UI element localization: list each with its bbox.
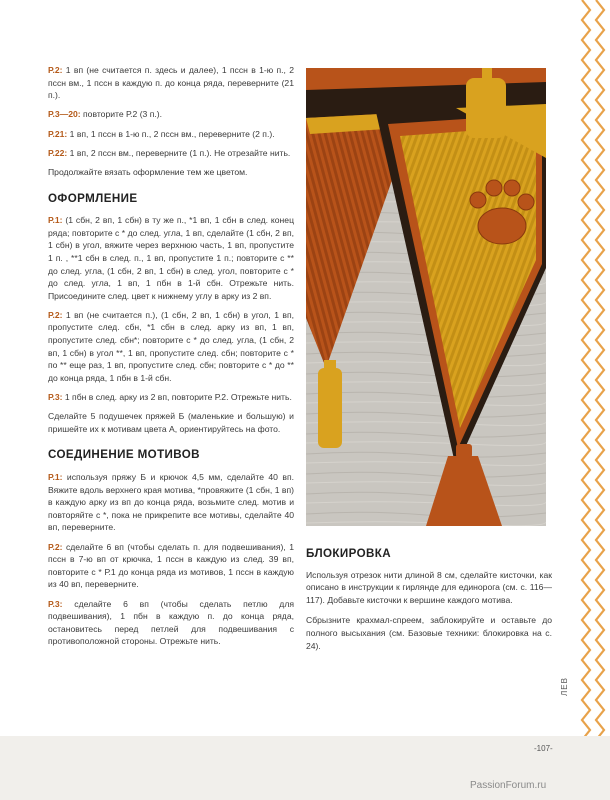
row-text: 1 вп (не считается п.), (1 сбн, 2 вп, 1 сбн) в угол, 1 вп, пропустите след. сбн, *1 сбн в след. арку из вп, 1 вп, пропустите след. сбн*; повторите с * до след. угла, (1 сбн, 2 вп, 1 сбн) в угол **, 1 вп, пропустите след. сбн; повторите с * по ** еще раз, 1 вп, пропустите след. сбн; повторите с * до ** до конца ряда, 1 пбн в 1-й сбн. <box>48 309 294 383</box>
join-row-1 <box>48 471 294 534</box>
continue-paragraph: Продолжайте вязать оформление тем же цветом. <box>48 166 248 177</box>
side-section-label: ЛЕВ <box>560 677 569 696</box>
blocking-paragraph-1: Используя отрезок нити длиной 8 см, сделайте кисточки, как описано в инструкции к гирлянде для единорога (см. с. 116—117). Добавьте кисточки к вершине каждого мотива. <box>306 569 552 605</box>
row-text: 1 вп, 2 пссн вм., переверните (1 п.). Не отрезайте нить. <box>67 147 291 158</box>
right-column <box>306 548 552 660</box>
row-text: используя пряжу Б и крючок 4,5 мм, сделайте 40 вп. Вяжите вдоль верхнего края мотива, *провяжите (1 сбн, 1 вп) в каждую арку из вп до конца ряда, возьмите след. мотив и повторяйте с *, пока не прикрепите все мотивы, сделайте 40 вп, переверните. <box>48 472 294 533</box>
row-label: Р.21: <box>48 128 68 139</box>
join-row-2 <box>48 541 294 591</box>
crochet-photo <box>306 68 546 526</box>
row-label: Р.3—20: <box>48 109 81 120</box>
row-text: сделайте 6 вп (чтобы сделать петлю для подвешивания), 1 пбн в каждую п. до конца ряда, остановитесь перед петлей для подвешивания с противоположной стороны. Отрежьте нить. <box>48 598 294 647</box>
oform-row-3 <box>48 391 294 404</box>
row-label: Р.3: <box>48 598 63 609</box>
heading-joining: СОЕДИНЕНИЕ МОТИВОВ <box>48 448 200 462</box>
row-label: Р.1: <box>48 215 63 226</box>
lion-garland-illustration <box>306 68 546 526</box>
row-label: Р.2: <box>48 541 63 552</box>
row-label: Р.22: <box>48 147 68 158</box>
row-label: Р.1: <box>48 472 63 482</box>
row-label: Р.3: <box>48 392 63 403</box>
pads-paragraph: Сделайте 5 подушечек пряжей Б (маленькие и большую) и пришейте их к мотивам цвета А, ориентируйтесь на фото. <box>48 411 294 434</box>
blocking-paragraph-2: Сбрызните крахмал-спреем, заблокируйте и оставьте до полного высыхания (см. Базовые техники: блокировка на с. 24). <box>306 615 552 651</box>
row-text: 1 вп (не считается п. здесь и далее), 1 пссн в 1-ю п., 2 пссн вм., 1 пссн в каждую п. до конца ряда, переверните (21 п.). <box>48 65 294 101</box>
row-text: 1 вп, 1 пссн в 1-ю п., 2 пссн вм., переверните (2 п.). <box>67 128 275 139</box>
row-2-paragraph <box>48 64 294 102</box>
page-number: -107- <box>534 744 553 753</box>
row-text: сделайте 6 вп (чтобы сделать п. для подвешивания), 1 пссн в 7-ю вп от крючка, 1 пссн в каждую из след. 39 вп, повторите с * Р.1 до конца ряда из мотивов, 1 пссн в каждую из 40 вп, переверните. <box>48 541 294 590</box>
row-text: 1 пбн в след. арку из 2 вп, повторите Р.2. Отрежьте нить. <box>62 392 292 403</box>
watermark: PassionForum.ru <box>470 780 547 791</box>
row-label: Р.2: <box>48 309 63 320</box>
row-label: Р.2: <box>48 65 63 75</box>
row-21-paragraph <box>48 128 294 141</box>
row-3-20-paragraph <box>48 108 294 121</box>
oform-row-1 <box>48 214 294 302</box>
oform-row-2 <box>48 309 294 385</box>
row-text: повторите Р.2 (3 п.). <box>80 109 163 120</box>
row-text: (1 сбн, 2 вп, 1 сбн) в ту же п., *1 вп, 1 сбн в след. конец ряда; повторите с * до след. угла, 1 вп, сделайте (1 сбн, 2 вп, 1 сбн) в угол, вяжите через верхнюю часть, 1 вп, пропустите 1 п. , **1 сбн в след. п., 1 вп, пропустите 1 п.; повторите с ** до след. угла, (1 сбн, 2 вп, 1 сбн) в след. угол, повторите с * до след. угла, 1 вп, 1 пбн в 1-й сбн. Отрежьте нить. Присоедините след. цвет к нижнему углу в арку из 2 вп. <box>48 215 294 301</box>
heading-blocking: БЛОКИРОВКА <box>306 547 392 560</box>
heading-oformlenie: ОФОРМЛЕНИЕ <box>48 191 138 205</box>
zigzag-border <box>576 0 610 800</box>
left-column <box>48 64 294 655</box>
row-22-paragraph <box>48 147 294 160</box>
join-row-3 <box>48 598 294 648</box>
